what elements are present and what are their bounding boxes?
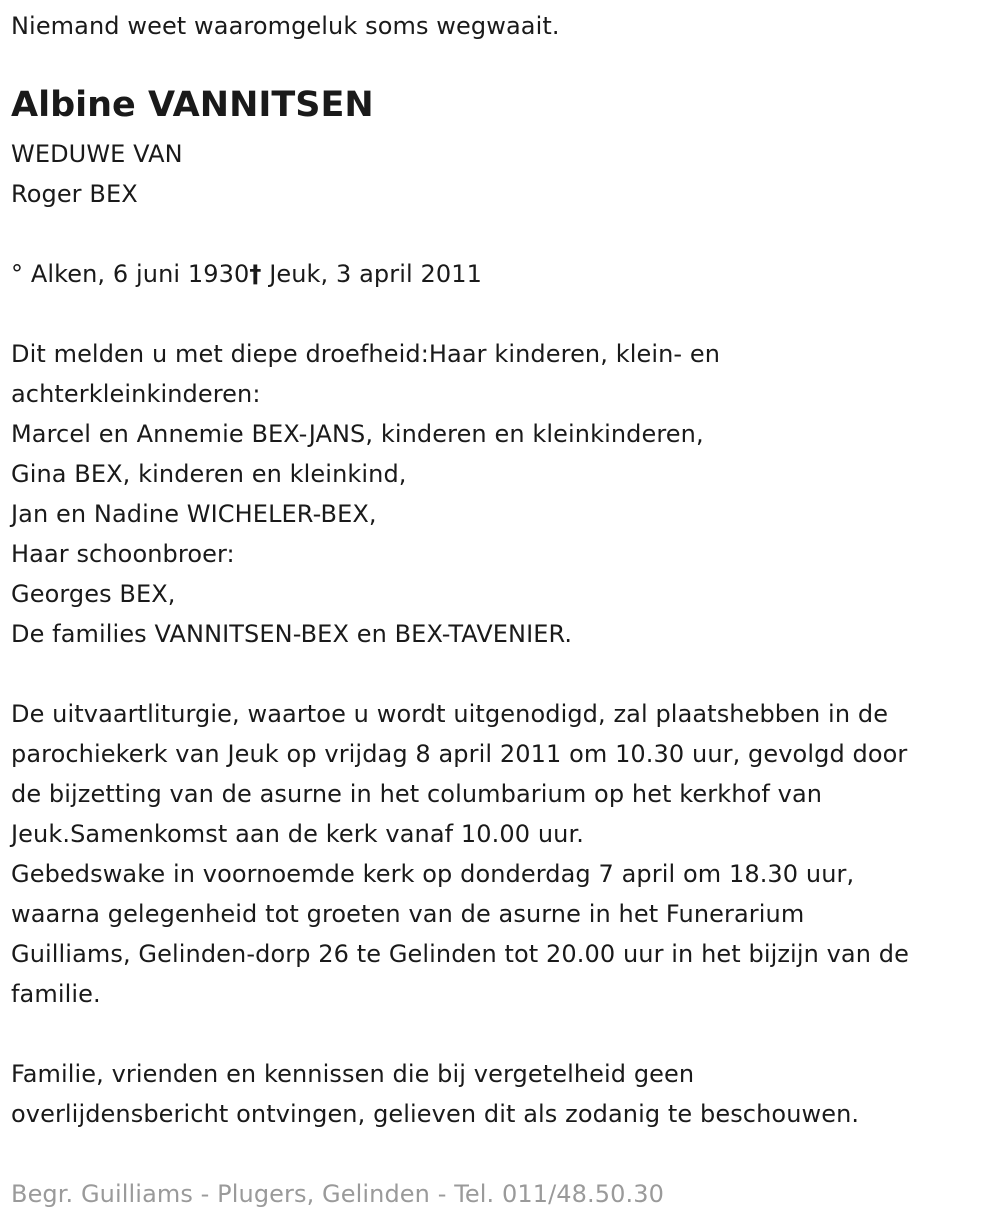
spouse-name: Roger BEX [11, 180, 138, 208]
ceremony-line: De uitvaartliturgie, waartoe u wordt uitgenodigd, zal plaatshebben in de [11, 700, 889, 728]
ceremony-line: Guilliams, Gelinden-dorp 26 te Gelinden tot 20.00 uur in het bijzijn van de [11, 940, 909, 968]
birth-date: ° Alken, 6 juni 1930 [11, 260, 250, 288]
deceased-name: Albine VANNITSEN [11, 85, 374, 125]
ceremony-line: de bijzetting van de asurne in het columbarium op het kerkhof van [11, 780, 823, 808]
ceremony-line: Jeuk.Samenkomst aan de kerk vanaf 10.00 uur. [11, 820, 584, 848]
dagger-icon: † [249, 260, 262, 288]
announcement-line: Dit melden u met diepe droefheid:Haar kinderen, klein- en [11, 340, 721, 368]
ceremony-line: waarna gelegenheid tot groeten van de asurne in het Funerarium [11, 900, 805, 928]
announcement-line: achterkleinkinderen: [11, 380, 261, 408]
ceremony-line: Gebedswake in voornoemde kerk op donderdag 7 april om 18.30 uur, [11, 860, 855, 888]
announcement-line: Haar schoonbroer: [11, 540, 235, 568]
death-date: Jeuk, 3 april 2011 [261, 260, 482, 288]
life-dates [11, 254, 482, 294]
notice-line: overlijdensbericht ontvingen, gelieven dit als zodanig te beschouwen. [11, 1100, 860, 1128]
announcement-line: Jan en Nadine WICHELER-BEX, [11, 500, 377, 528]
announcement-line: Marcel en Annemie BEX-JANS, kinderen en kleinkinderen, [11, 420, 704, 448]
announcement-line: Gina BEX, kinderen en kleinkind, [11, 460, 407, 488]
ceremony-line: parochiekerk van Jeuk op vrijdag 8 april 2011 om 10.30 uur, gevolgd door [11, 740, 908, 768]
announcement-line: Georges BEX, [11, 580, 176, 608]
motto: Niemand weet waaromgeluk soms wegwaait. [11, 12, 560, 40]
undertaker-footer: Begr. Guilliams - Plugers, Gelinden - Tel. 011/48.50.30 [11, 1180, 664, 1208]
ceremony-line: familie. [11, 980, 101, 1008]
notice-line: Familie, vrienden en kennissen die bij vergetelheid geen [11, 1060, 695, 1088]
announcement-line: De families VANNITSEN-BEX en BEX-TAVENIER. [11, 620, 573, 648]
widow-of-label: WEDUWE VAN [11, 140, 183, 168]
